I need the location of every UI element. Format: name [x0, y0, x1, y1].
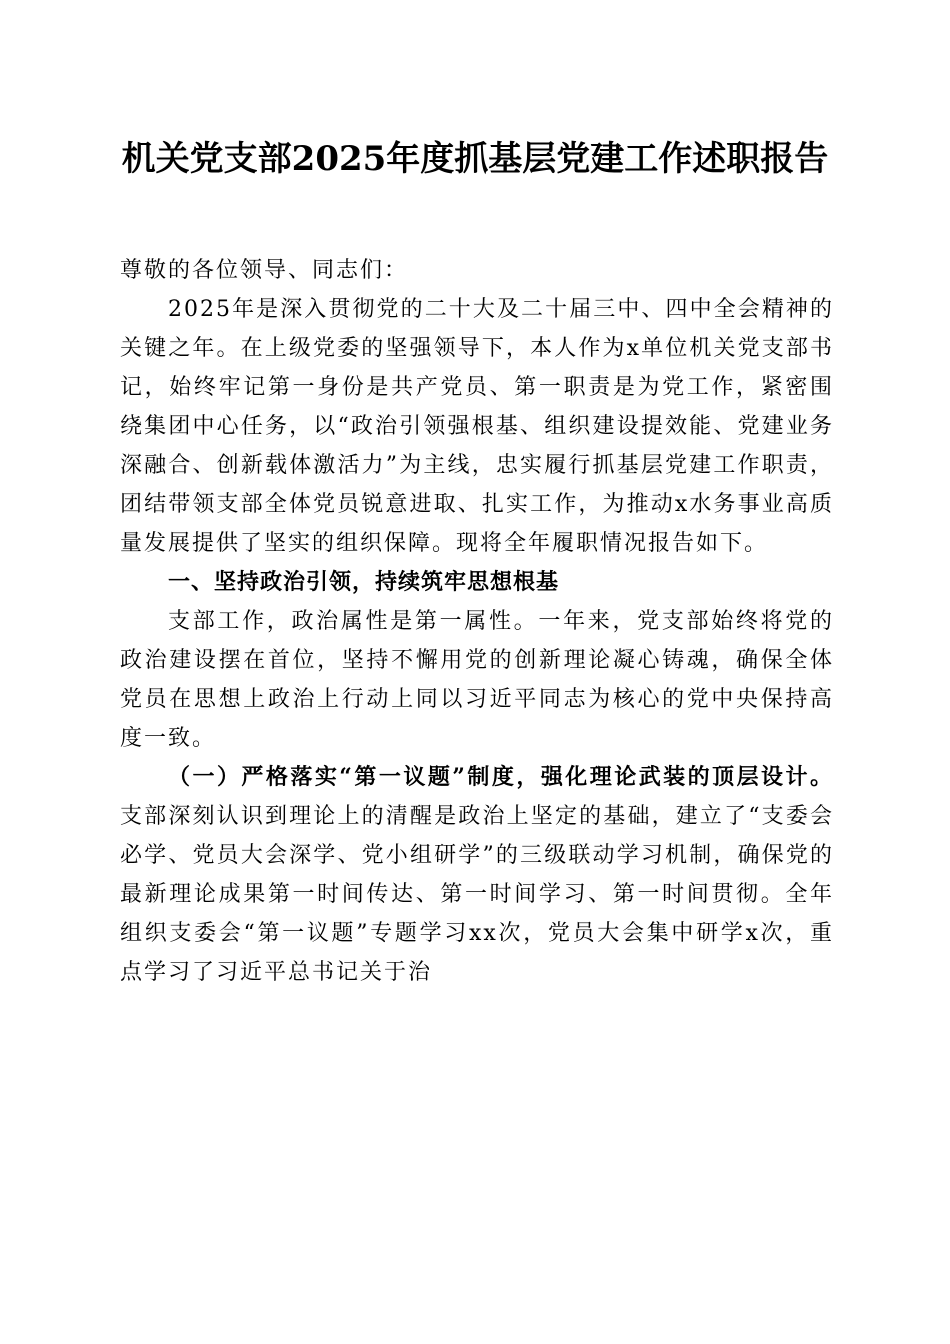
document-body: [120, 251, 834, 992]
salutation: 尊敬的各位领导、同志们：: [120, 258, 409, 283]
subsection-1-heading: （一）严格落实“第一议题”制度，强化理论武装的顶层设计。: [168, 764, 834, 790]
section-1-paragraph: 支部工作，政治属性是第一属性。一年来，党支部始终将党的政治建设摆在首位，坚持不懈用党的创新理论凝心铸魂，确保全体党员在思想上政治上行动上同以习近平同志为核心的党中央保持高度一致。: [120, 609, 834, 751]
section-1-heading: 一、坚持政治引领，持续筑牢思想根基: [168, 570, 560, 595]
subsection-1-paragraph: [120, 758, 834, 992]
document-title: 机关党支部2025年度抓基层党建工作述职报告: [121, 139, 829, 179]
subsection-1-text: 支部深刻认识到理论上的清醒是政治上坚定的基础，建立了“支委会必学、党员大会深学、党小组研学”的三级联动学习机制，确保党的最新理论成果第一时间传达、第一时间学习、第一时间贯彻。全年组织支委会“第一议题”专题学习xx次，党员大会集中研学x次，重点学习了习近平总书记关于治: [120, 804, 834, 985]
intro-paragraph: 2025年是深入贯彻党的二十大及二十届三中、四中全会精神的关键之年。在上级党委的坚强领导下，本人作为x单位机关党支部书记，始终牢记第一身份是共产党员、第一职责是为党工作，紧密围绕集团中心任务，以“政治引领强根基、组织建设提效能、党建业务深融合、创新载体激活力”为主线，忠实履行抓基层党建工作职责，团结带领支部全体党员锐意进取、扎实工作，为推动x水务事业高质量发展提供了坚实的组织保障。现将全年履职情况报告如下。: [120, 297, 834, 556]
